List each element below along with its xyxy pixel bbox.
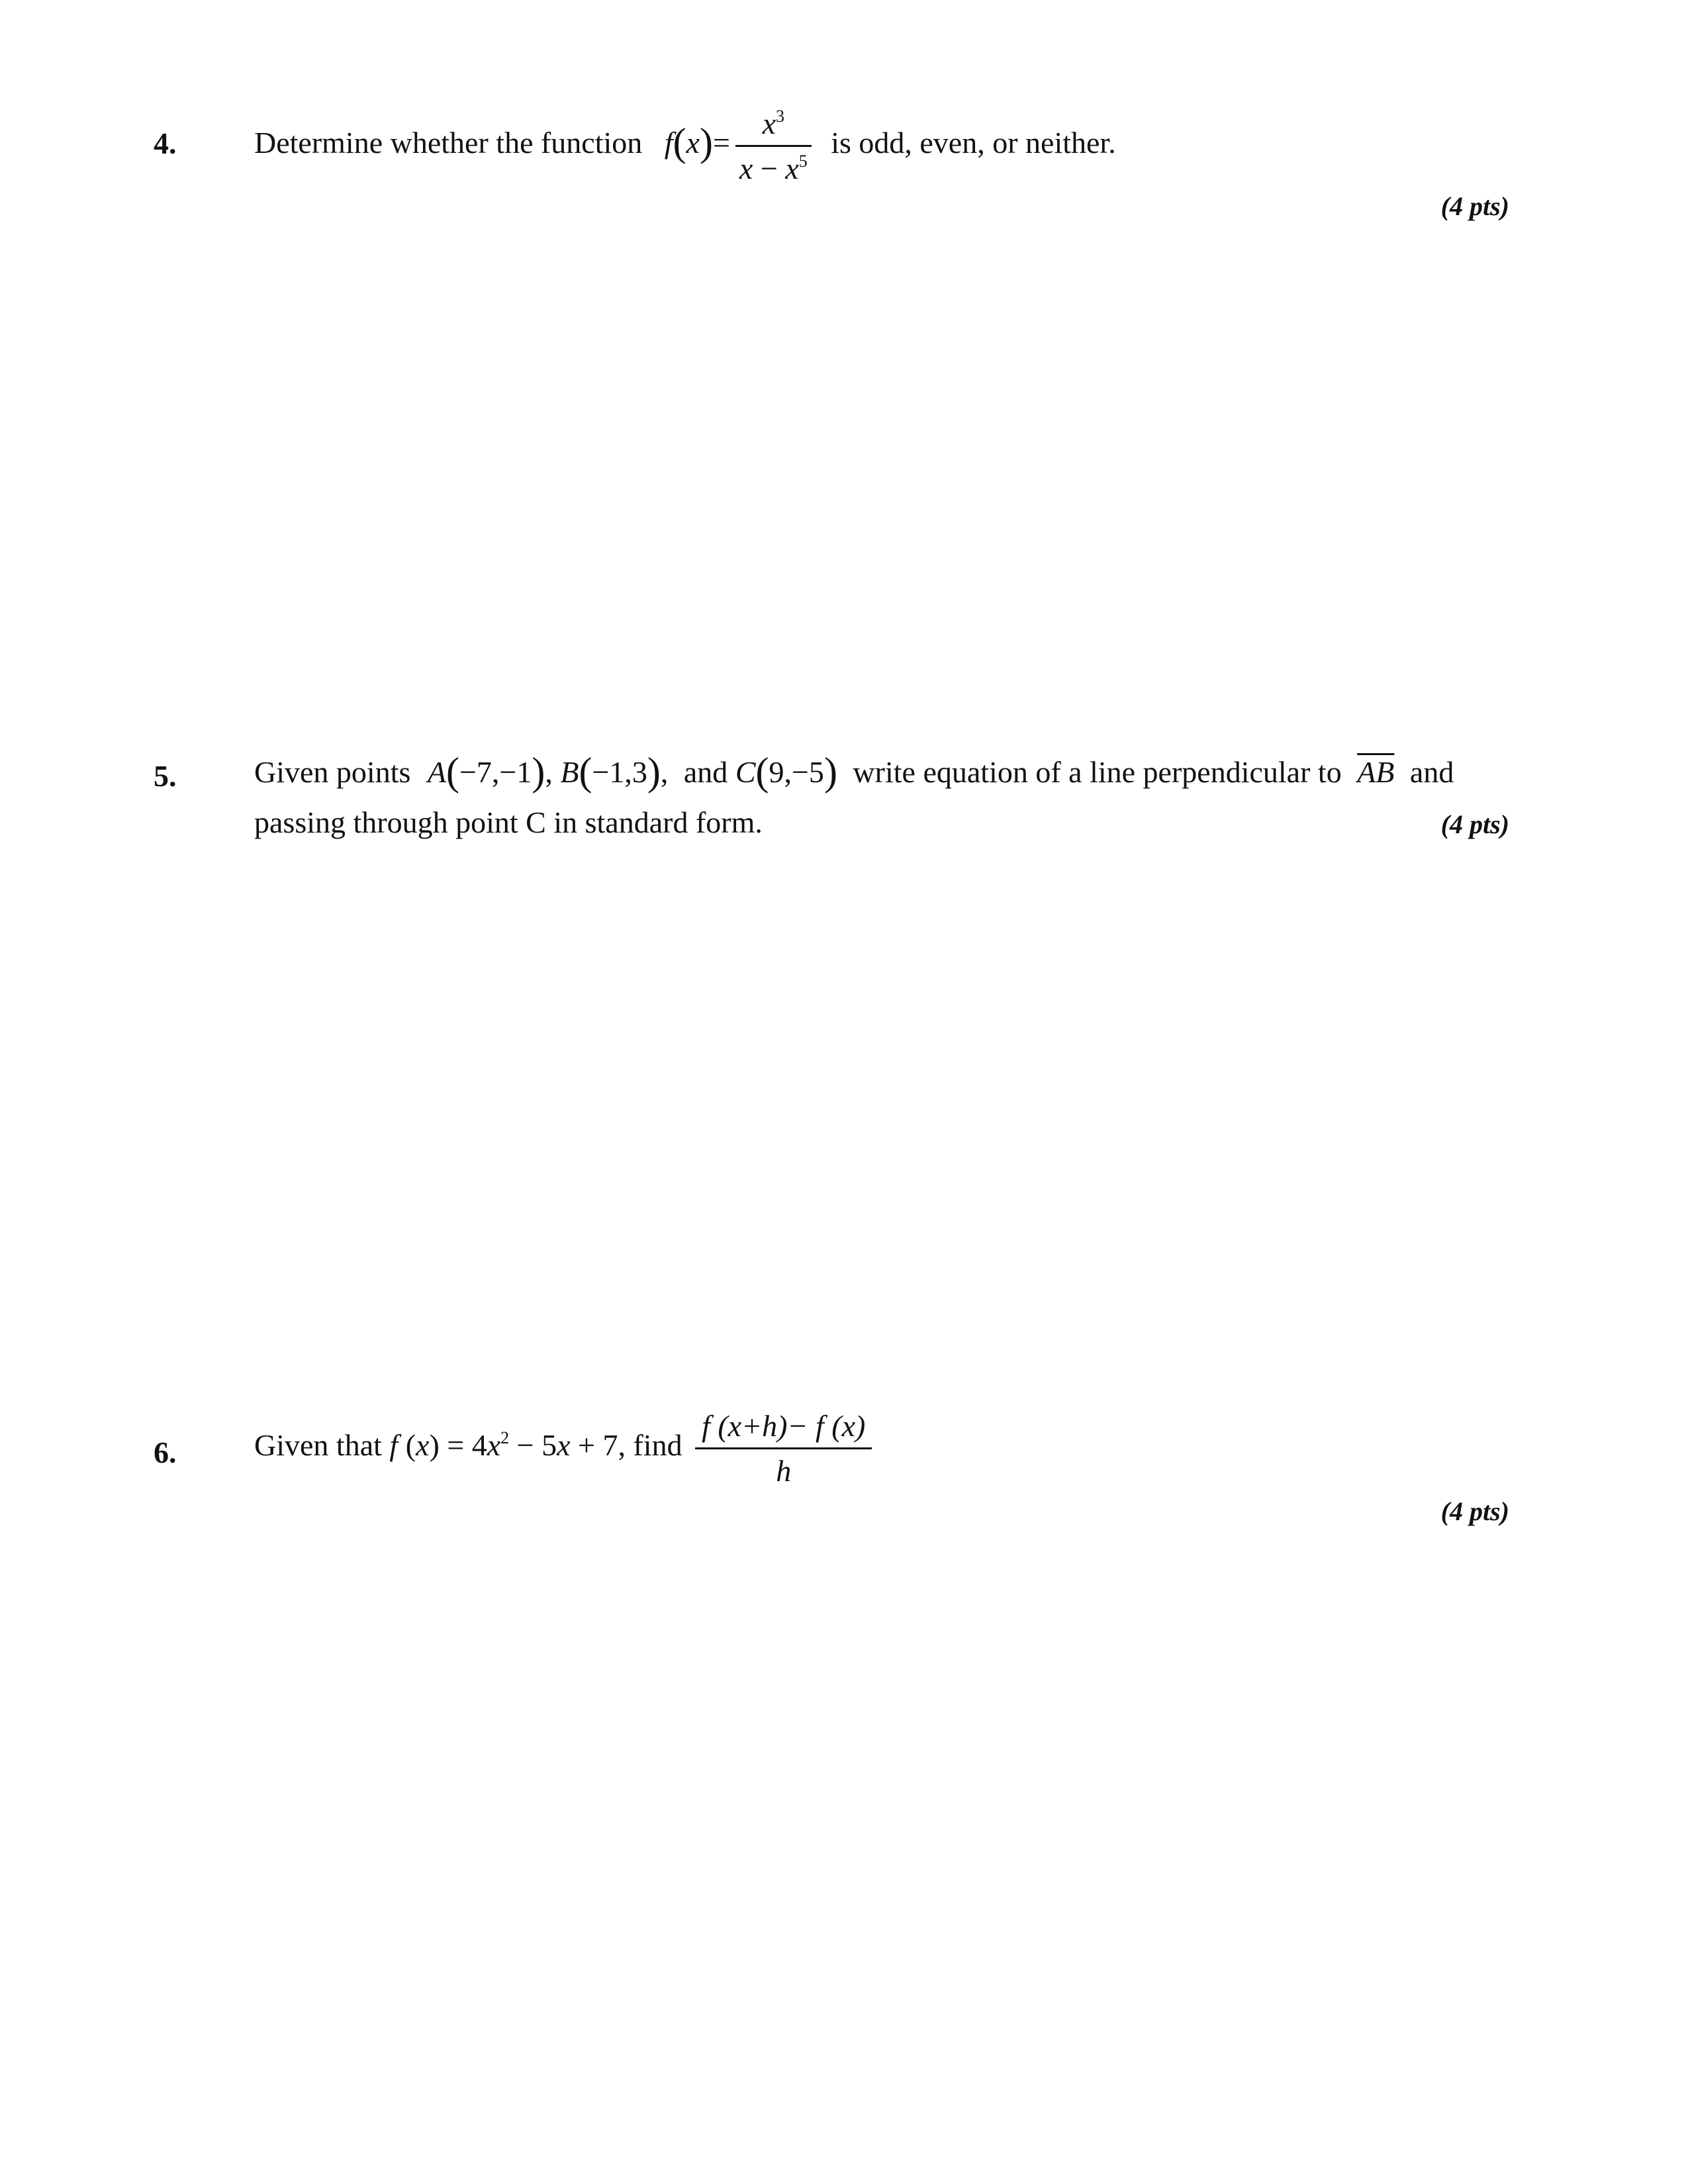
problem-statement-line-1: Given points A(−7,−1), B(−1,3), and C(9,−5) write equation of a line perpendicular to $\overline{AB}$ and — [254, 750, 1454, 794]
problem-statement: Given that f $(x) = 4x^2 - 5x + 7$, find $\frac{f (x+h)- f (x)}{h}$ — [254, 1408, 877, 1488]
problem-number: 5. — [154, 759, 177, 793]
segment-label: $\overline{AB}$ — [1357, 755, 1395, 789]
points-label: (4 pts) — [1440, 191, 1509, 221]
point-c-label: C — [735, 755, 756, 789]
point-a-label: A — [427, 755, 446, 789]
problem-number: 4. — [154, 126, 177, 160]
fraction-denominator: $x - x^5$ — [739, 152, 808, 185]
problem-statement-line-2: passing through point C in standard form. — [254, 805, 763, 839]
function-variable: x — [686, 126, 700, 160]
fraction-numerator: $x^3$ — [735, 106, 812, 147]
close-paren: ) — [699, 120, 713, 165]
equals-sign: = — [712, 126, 730, 160]
quotient-numerator: f (x+h)− f (x) — [695, 1408, 872, 1449]
statement-tail: is odd, even, or neither. — [831, 126, 1116, 160]
problem-number: 6. — [154, 1435, 177, 1469]
problem-statement — [254, 106, 1116, 186]
point-c-coords: 9,−5 — [769, 755, 824, 789]
points-label: (4 pts) — [1440, 1496, 1509, 1526]
points-label: (4 pts) — [1440, 809, 1509, 839]
statement-text: Determine whether the function — [254, 126, 643, 160]
open-paren: ( — [673, 120, 686, 165]
difference-quotient — [695, 1408, 872, 1488]
function-name: f — [389, 1428, 399, 1463]
point-a-coords: −7,−1 — [459, 755, 532, 789]
quotient-denominator: h — [776, 1454, 792, 1488]
point-b-label: B — [560, 755, 579, 789]
point-b-coords: −1,3 — [592, 755, 647, 789]
function-name: f — [664, 126, 673, 160]
fraction — [735, 106, 812, 186]
